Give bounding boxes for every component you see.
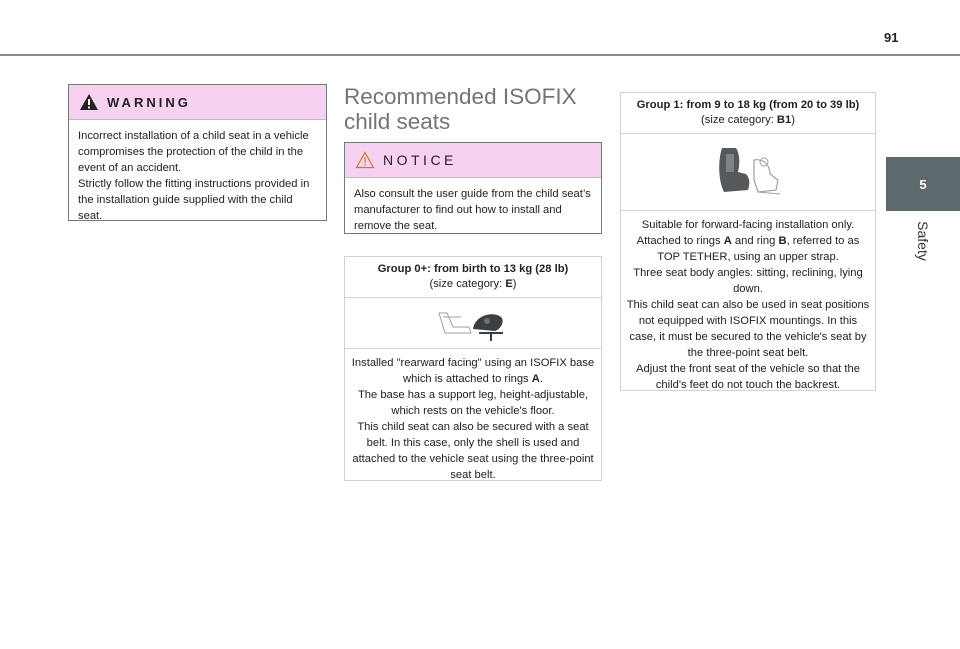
group1-line-5: Adjust the front seat of the vehicle so that the child's feet do not touch the backrest. <box>636 363 860 391</box>
warning-text-2: Strictly follow the fitting instructions provided in the installation guide supplied with the child seat. <box>78 178 310 222</box>
group1-ring-a: A <box>723 235 732 247</box>
notice-body: Also consult the user guide from the child seat’s manufacturer to find out how to install and remove the seat. <box>354 188 591 232</box>
group1-line-3: Three seat body angles: sitting, reclining, lying down. <box>633 267 863 295</box>
notice-icon <box>355 151 375 169</box>
group1-description <box>621 211 875 399</box>
group0-size: (size category: E) <box>429 278 517 290</box>
warning-label: WARNING <box>107 94 191 110</box>
warning-body <box>69 120 326 232</box>
group0-description <box>345 349 601 489</box>
group1-line-2: Attached to rings A and ring B, referred to as TOP TETHER, using an upper strap. <box>636 235 860 263</box>
chapter-title-text: Safety <box>914 221 931 261</box>
warning-text-1: Incorrect installation of a child seat in a vehicle compromises the protection of the child in the event of an accident. <box>78 130 309 174</box>
group0-line-3: This child seat can also be secured with a seat belt. In this case, only the shell is used and attached to the vehicle seat using the three-point seat belt. <box>352 421 594 481</box>
group1-size: (size category: B1) <box>701 114 795 126</box>
group1-line-1: Suitable for forward-facing installation only. <box>641 219 855 231</box>
notice-header <box>345 143 601 178</box>
group0-table <box>344 256 602 481</box>
notice-box <box>344 142 602 234</box>
group1-size-code: B1 <box>776 114 792 126</box>
group1-title: Group 1: from 9 to 18 kg (from 20 to 39 lb) <box>636 99 860 111</box>
group0-size-code: E <box>505 278 513 290</box>
warning-icon <box>79 93 99 111</box>
group0-header <box>345 257 601 298</box>
group1-table <box>620 92 876 391</box>
group0-line-2: The base has a support leg, height-adjustable, which rests on the vehicle's floor. <box>357 389 589 417</box>
group1-ring-b: B <box>778 235 787 247</box>
section-title <box>344 84 577 134</box>
warning-header <box>69 85 326 120</box>
section-title-line-2: child seats <box>344 109 451 134</box>
notice-label: NOTICE <box>383 152 457 168</box>
chapter-tab[interactable]: 5 <box>886 157 960 211</box>
group1-line-4: This child seat can also be used in seat positions not equipped with ISOFIX mountings. In this case, it must be secured to the vehicle's seat by the three-point seat belt. <box>626 299 870 359</box>
group0-image-cell <box>345 298 601 349</box>
group1-header <box>621 93 875 134</box>
infant-carrier-icon <box>433 303 513 343</box>
section-title-line-1: Recommended ISOFIX <box>344 84 577 109</box>
page-number: 91 <box>884 30 899 45</box>
header-rule <box>0 54 960 56</box>
group0-line-1: Installed "rearward facing" using an ISOFIX base which is attached to rings A. <box>351 357 595 385</box>
group0-ring-a: A <box>531 373 540 385</box>
chapter-title <box>886 211 960 271</box>
group0-title: Group 0+: from birth to 13 kg (28 lb) <box>377 263 569 275</box>
warning-box <box>68 84 327 221</box>
child-seat-icon <box>708 140 788 204</box>
group1-image-cell <box>621 134 875 211</box>
